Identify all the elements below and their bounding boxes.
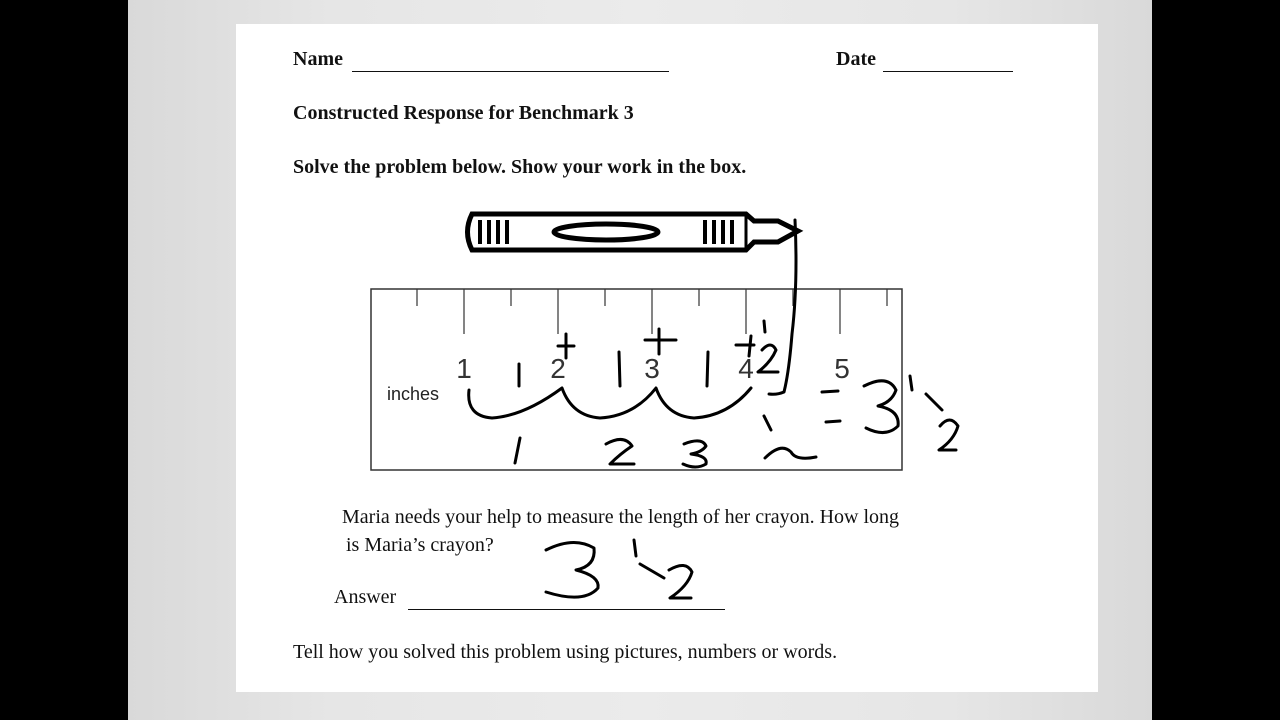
ruler-number-5: 5 [834, 353, 850, 384]
ruler-number-3: 3 [644, 353, 660, 384]
ruler-number-4: 4 [738, 353, 754, 384]
worksheet-page [236, 24, 1098, 692]
answer-label: Answer [334, 586, 397, 608]
explain-prompt: Tell how you solved this problem using pictures, numbers or words. [293, 641, 838, 663]
ruler-number-2: 2 [550, 353, 566, 384]
name-label: Name [293, 48, 343, 70]
ruler [371, 289, 902, 470]
ruler-unit-label: inches [387, 384, 440, 404]
worksheet-title: Constructed Response for Benchmark 3 [293, 102, 634, 124]
instructions: Solve the problem below. Show your work in the box. [293, 156, 747, 178]
question-line-2: is Maria’s crayon? [346, 534, 494, 556]
handwriting-marks [469, 220, 958, 598]
question-line-1: Maria needs your help to measure the length of her crayon. How long [342, 506, 900, 528]
drawing-layer [236, 24, 1098, 692]
ruler-number-1: 1 [456, 353, 472, 384]
crayon-icon [468, 214, 799, 250]
date-label: Date [836, 48, 876, 70]
